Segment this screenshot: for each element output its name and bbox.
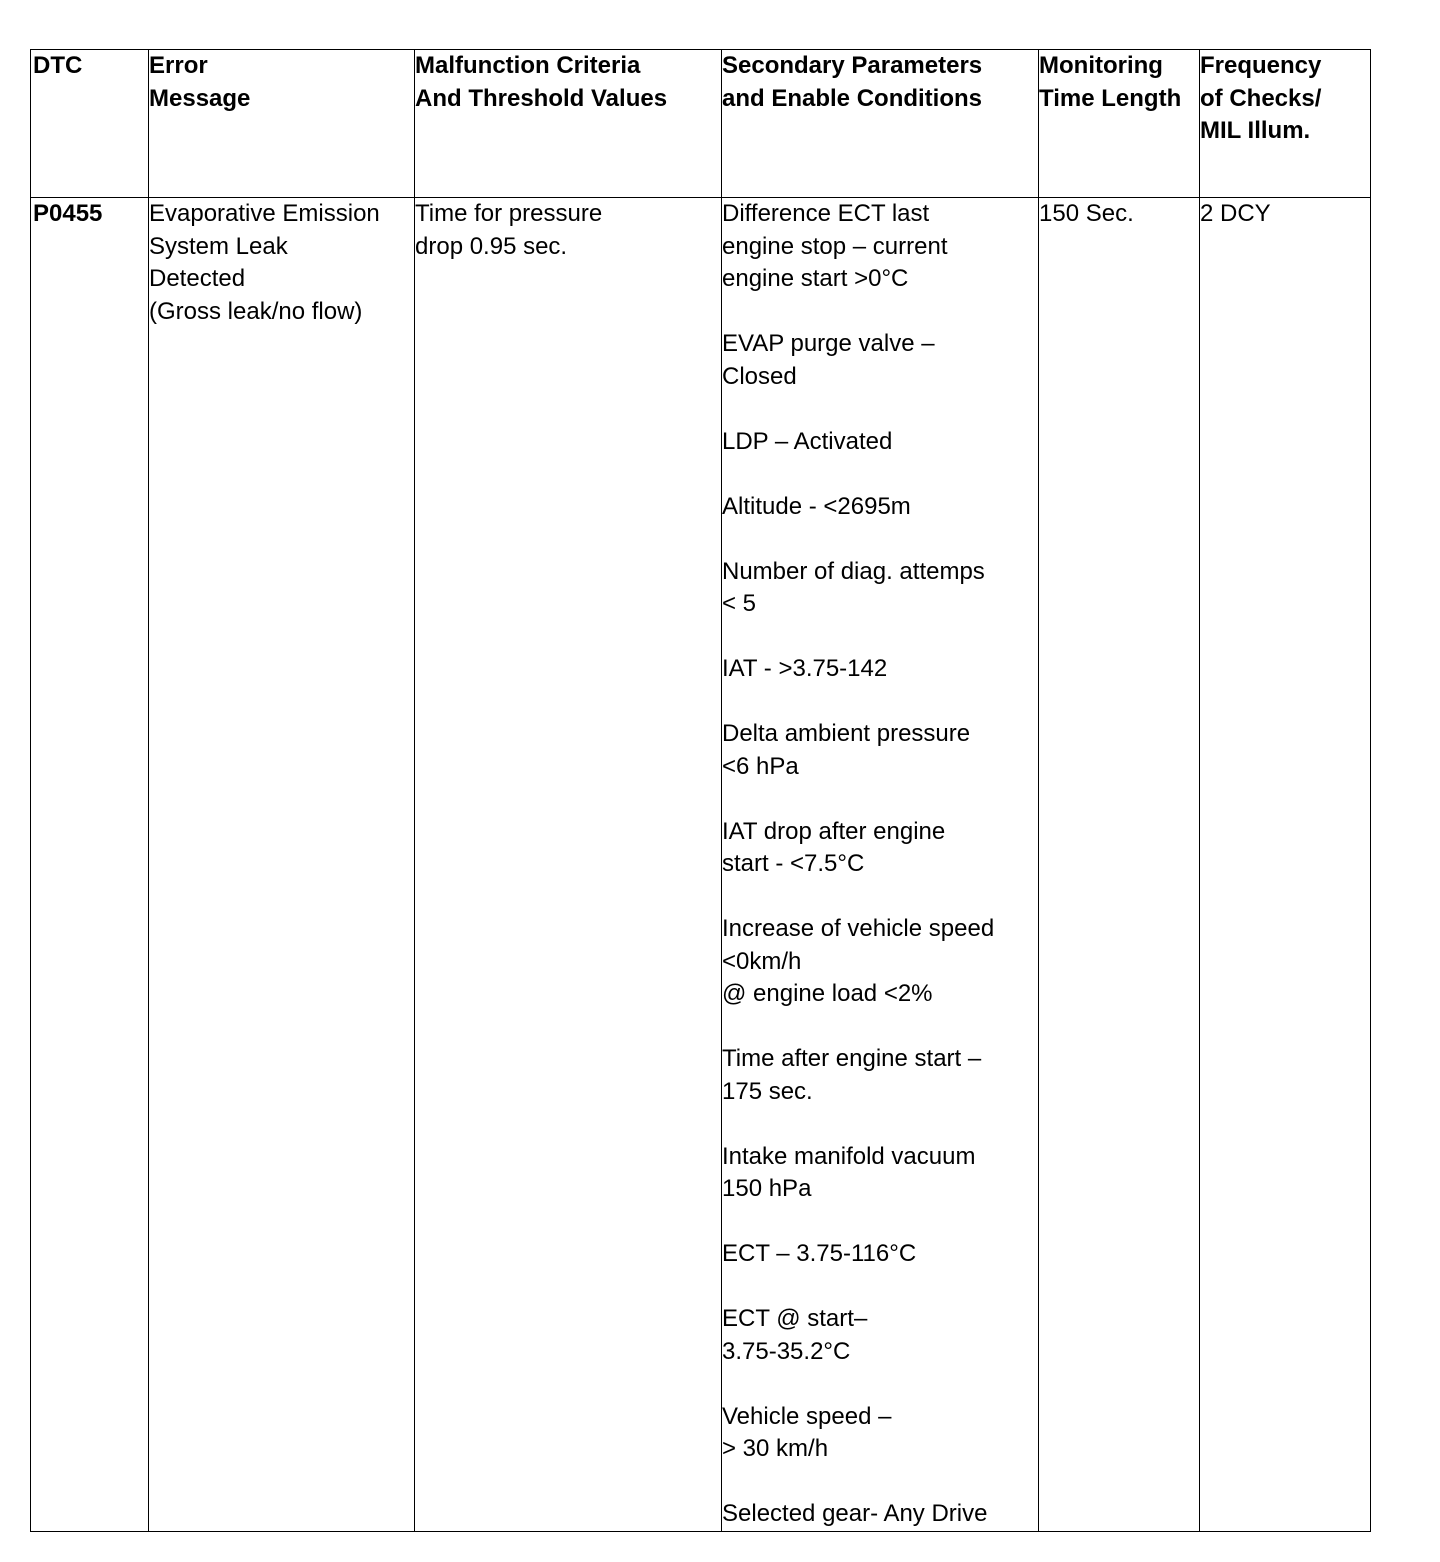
monitoring-time: 150 Sec. bbox=[1039, 200, 1134, 227]
table-row bbox=[31, 198, 1371, 1532]
enable-condition-item bbox=[722, 198, 1038, 296]
enable-condition-line: Altitude - <2695m bbox=[722, 492, 911, 520]
header-secondary-parameters bbox=[722, 50, 1039, 198]
malfunction-criteria-cell bbox=[415, 198, 722, 1532]
dtc-table bbox=[30, 49, 1371, 1532]
error-message-line-3: Detected bbox=[149, 265, 246, 292]
enable-condition-item bbox=[722, 328, 1038, 393]
enable-condition-line: < 5 bbox=[722, 590, 757, 617]
error-message-cell bbox=[149, 198, 415, 1532]
header-dtc bbox=[31, 50, 149, 198]
enable-condition-line: Delta ambient pressure bbox=[722, 720, 971, 747]
enable-condition-line: Increase of vehicle speed bbox=[722, 915, 995, 942]
error-message-line-2: System Leak bbox=[149, 232, 288, 260]
dtc-code: P0455 bbox=[33, 200, 103, 227]
enable-condition-line: Time after engine start – bbox=[722, 1045, 982, 1072]
enable-condition-line: <0km/h bbox=[722, 947, 802, 975]
header-malfunction-line-2: And Threshold Values bbox=[415, 84, 668, 112]
enable-condition-item bbox=[722, 718, 1038, 783]
frequency-cell bbox=[1200, 198, 1371, 1532]
enable-condition-line: ECT @ start– bbox=[722, 1305, 868, 1332]
enable-condition-line: start - <7.5°C bbox=[722, 850, 865, 877]
enable-condition-item bbox=[722, 426, 1038, 459]
enable-condition-item bbox=[722, 491, 1038, 524]
enable-condition-line: Number of diag. attemps bbox=[722, 557, 985, 585]
enable-condition-line: EVAP purge valve – bbox=[722, 330, 935, 357]
enable-condition-item bbox=[722, 1498, 1038, 1531]
enable-condition-line: 150 hPa bbox=[722, 1175, 812, 1202]
enable-condition-item bbox=[722, 1238, 1038, 1271]
malfunction-line-1: Time for pressure bbox=[415, 200, 603, 227]
error-message-line-1: Evaporative Emission bbox=[149, 200, 380, 227]
frequency-value: 2 DCY bbox=[1200, 200, 1271, 227]
header-frequency-line-2: of Checks/ bbox=[1200, 84, 1322, 112]
header-monitoring-time bbox=[1039, 50, 1200, 198]
header-frequency bbox=[1200, 50, 1371, 198]
header-row bbox=[31, 50, 1371, 198]
enable-condition-line: @ engine load <2% bbox=[722, 980, 933, 1007]
enable-condition-item bbox=[722, 1303, 1038, 1368]
enable-condition-line: engine start >0°C bbox=[722, 265, 909, 292]
header-monitoring-line-1: Monitoring bbox=[1039, 52, 1163, 79]
header-error-message-line-2: Message bbox=[149, 84, 251, 112]
enable-condition-line: Intake manifold vacuum bbox=[722, 1142, 976, 1170]
monitoring-time-cell bbox=[1039, 198, 1200, 1532]
enable-condition-item bbox=[722, 816, 1038, 881]
enable-condition-line: 175 sec. bbox=[722, 1077, 813, 1105]
enable-condition-line: IAT - >3.75-142 bbox=[722, 655, 888, 682]
enable-condition-line: ECT – 3.75-116°C bbox=[722, 1240, 917, 1267]
header-frequency-line-3: MIL Illum. bbox=[1200, 117, 1311, 144]
enable-condition-item bbox=[722, 653, 1038, 686]
dtc-code-cell bbox=[31, 198, 149, 1532]
enable-condition-line: Difference ECT last bbox=[722, 200, 930, 227]
header-error-message bbox=[149, 50, 415, 198]
error-message-line-4: (Gross leak/no flow) bbox=[149, 297, 363, 325]
enable-condition-item bbox=[722, 1043, 1038, 1108]
enable-condition-line: > 30 km/h bbox=[722, 1435, 829, 1462]
header-error-message-line-1: Error bbox=[149, 52, 208, 79]
header-monitoring-line-2: Time Length bbox=[1039, 84, 1182, 112]
header-malfunction-line-1: Malfunction Criteria bbox=[415, 52, 641, 79]
malfunction-line-2: drop 0.95 sec. bbox=[415, 232, 568, 260]
enable-condition-line: engine stop – current bbox=[722, 232, 948, 260]
header-frequency-line-1: Frequency bbox=[1200, 52, 1322, 79]
enable-condition-line: Selected gear- Any Drive bbox=[722, 1500, 988, 1527]
enable-condition-line: LDP – Activated bbox=[722, 427, 893, 455]
enable-condition-line: Vehicle speed – bbox=[722, 1402, 892, 1430]
header-dtc-line: DTC bbox=[33, 52, 83, 79]
enable-condition-line: Closed bbox=[722, 362, 797, 390]
header-secondary-line-2: and Enable Conditions bbox=[722, 84, 983, 112]
secondary-parameters-cell bbox=[722, 198, 1039, 1532]
enable-condition-item bbox=[722, 1141, 1038, 1206]
header-secondary-line-1: Secondary Parameters bbox=[722, 52, 983, 79]
enable-condition-line: <6 hPa bbox=[722, 752, 799, 780]
enable-condition-line: 3.75-35.2°C bbox=[722, 1337, 851, 1365]
enable-condition-item bbox=[722, 556, 1038, 621]
header-malfunction-criteria bbox=[415, 50, 722, 198]
enable-condition-item bbox=[722, 913, 1038, 1011]
enable-condition-line: IAT drop after engine bbox=[722, 817, 946, 845]
enable-condition-item bbox=[722, 1401, 1038, 1466]
